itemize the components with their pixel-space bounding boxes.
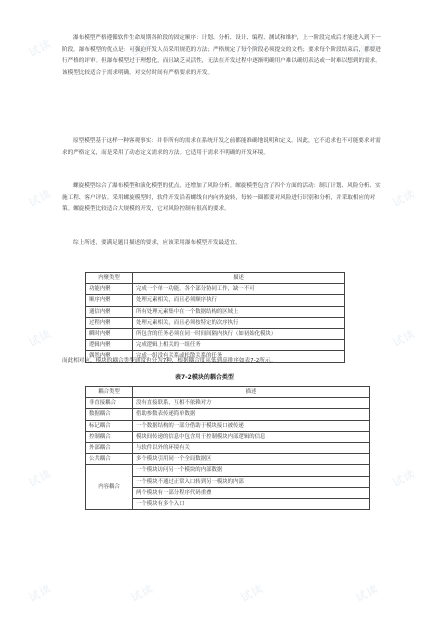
table-row bbox=[86, 328, 345, 339]
table-cell: 过程内聚 bbox=[86, 317, 133, 328]
watermark: 试读 bbox=[353, 582, 381, 605]
paragraph-prototype: 原型模型基于这样一种客观事实：并非所有的需求在系统开发之前都能准确地说明和定义。因此，它不追求也不可能要求对需求的严格定义，而是采用了动态定义需求的方法。它适用于需求不明确的开发环境。 bbox=[62, 138, 381, 156]
table-cell: 内容耦合 bbox=[86, 465, 133, 510]
table-header-row bbox=[86, 387, 370, 398]
watermark: 试读 bbox=[390, 327, 418, 350]
table-cell: 瞬时内聚 bbox=[86, 328, 133, 339]
table-cell: 完成一个单一功能，各个部分协同工作，缺一不可 bbox=[133, 284, 345, 295]
watermark: 试读 bbox=[26, 582, 54, 605]
table-header-row bbox=[86, 273, 345, 284]
table-row bbox=[86, 420, 370, 431]
paragraph-waterfall: 瀑布模型严格遵循软件生命周期各阶段的固定顺序：计划、分析、设计、编程、测试和维护，上一阶段完成后才能进入到下一阶段。瀑布模型的优点是：可强迫开发人员采用规范的方法；严格规定了每个阶段必须提交的文档；要求每个阶段结束后，都要进行严格的评审。但瀑布模型过于理想化，而且缺乏灵活性，无法在开发过程中逐渐明确用户难以确切表达或一时难以想到的需求。该模型比较适合于需求明确，对交付时间有严格要求的开发。 bbox=[62, 35, 381, 76]
paragraph-conclusion: 综上所述，要满足题目描述的要求，应该采用瀑布模型开发最适宜。 bbox=[73, 240, 241, 246]
table-header-cell: 描述 bbox=[133, 273, 345, 284]
table-cell: 一个模块有多个入口 bbox=[133, 498, 370, 509]
coupling-table bbox=[85, 386, 370, 510]
table-cell: 处理元素相关，而且必须按特定的次序执行 bbox=[133, 317, 345, 328]
table-cell: 通信内聚 bbox=[86, 306, 133, 317]
table-cell: 一个数据结构的一部分借助于模块接口被传递 bbox=[133, 420, 370, 431]
table-cell: 所包含的任务必须在同一时间间隔内执行（如初始化模块） bbox=[133, 328, 345, 339]
table-row bbox=[86, 317, 345, 328]
table-cell: 没有直接联系，互相不依赖对方 bbox=[133, 398, 370, 409]
intro-sentence: 而此相对应，模块的耦合类型通常也分为7种，根据耦合度从低到高排序如表7-2所示。 bbox=[62, 358, 277, 364]
table-row bbox=[86, 409, 370, 420]
table-cell: 处理元素相关，而且必须顺序执行 bbox=[133, 295, 345, 306]
table-cell: 模块间传递的信息中包含用于控制模块内部逻辑的信息 bbox=[133, 431, 370, 442]
table-row bbox=[86, 295, 345, 306]
table-cell: 与软件以外的环境有关 bbox=[133, 442, 370, 453]
watermark: 试读 bbox=[390, 467, 418, 490]
watermark: 试读 bbox=[238, 37, 266, 60]
table-caption: 表7-2模块的耦合类型 bbox=[175, 374, 234, 381]
table-cell: 一个模块访问另一个模块的内部数据 bbox=[133, 465, 370, 476]
table-cell: 所有处理元素集中在一个数据结构的区域上 bbox=[133, 306, 345, 317]
table-row bbox=[86, 431, 370, 442]
table-cell: 外部耦合 bbox=[86, 442, 133, 453]
watermark: 试读 bbox=[238, 582, 266, 605]
watermark: 试读 bbox=[128, 582, 156, 605]
table-cell: 借助参数表传递简单数据 bbox=[133, 409, 370, 420]
watermark: 试读 bbox=[26, 187, 54, 210]
table-row bbox=[86, 442, 370, 453]
table-cell: 数据耦合 bbox=[86, 409, 133, 420]
watermark: 试读 bbox=[353, 37, 381, 60]
table-cell: 公共耦合 bbox=[86, 454, 133, 465]
table-cell: 完成逻辑上相关的一组任务 bbox=[133, 340, 345, 351]
watermark: 试读 bbox=[26, 467, 54, 490]
cohesion-table bbox=[85, 272, 345, 363]
table-header-cell: 耦合类型 bbox=[86, 387, 133, 398]
table-cell: 顺序内聚 bbox=[86, 295, 133, 306]
paragraph-spiral: 螺旋模型综合了瀑布模型和演化模型的优点，还增加了风险分析。螺旋模型包含了四个方面的活动：制订计划、风险分析、实施工程、客户评估。采用螺旋模型时，软件开发沿着螺线自内向外旋转，每转一圈都要对风险进行识别和分析，并采取相应的对策。螺旋模型比较适合大规模的开发，它对风险控制有很高的要求。 bbox=[62, 183, 381, 212]
table-row bbox=[86, 306, 345, 317]
table-cell: 功能内聚 bbox=[86, 284, 133, 295]
table-cell: 标记耦合 bbox=[86, 420, 133, 431]
table-cell: 偶然内聚 bbox=[86, 351, 133, 362]
watermark: 试读 bbox=[390, 187, 418, 210]
table-row bbox=[86, 465, 370, 476]
watermark: 试读 bbox=[26, 327, 54, 350]
table-cell: 逻辑内聚 bbox=[86, 340, 133, 351]
table-row bbox=[86, 340, 345, 351]
table-header-cell: 内聚类型 bbox=[86, 273, 133, 284]
watermark: 试读 bbox=[128, 37, 156, 60]
table-row bbox=[86, 398, 370, 409]
table-cell: 多个模块引用同一个全局数据区 bbox=[133, 454, 370, 465]
table-row bbox=[86, 454, 370, 465]
table-cell: 一个模块不通过正常入口转到另一模块的内部 bbox=[133, 476, 370, 487]
table-header-cell: 描述 bbox=[133, 387, 370, 398]
table-cell: 两个模块有一部分程序代码重叠 bbox=[133, 487, 370, 498]
table-row bbox=[86, 284, 345, 295]
watermark: 试读 bbox=[26, 37, 54, 60]
table-cell: 非直接耦合 bbox=[86, 398, 133, 409]
table-cell: 控制耦合 bbox=[86, 431, 133, 442]
table-cell: 完成一组没有关系或松散关系的任务 bbox=[133, 351, 345, 362]
